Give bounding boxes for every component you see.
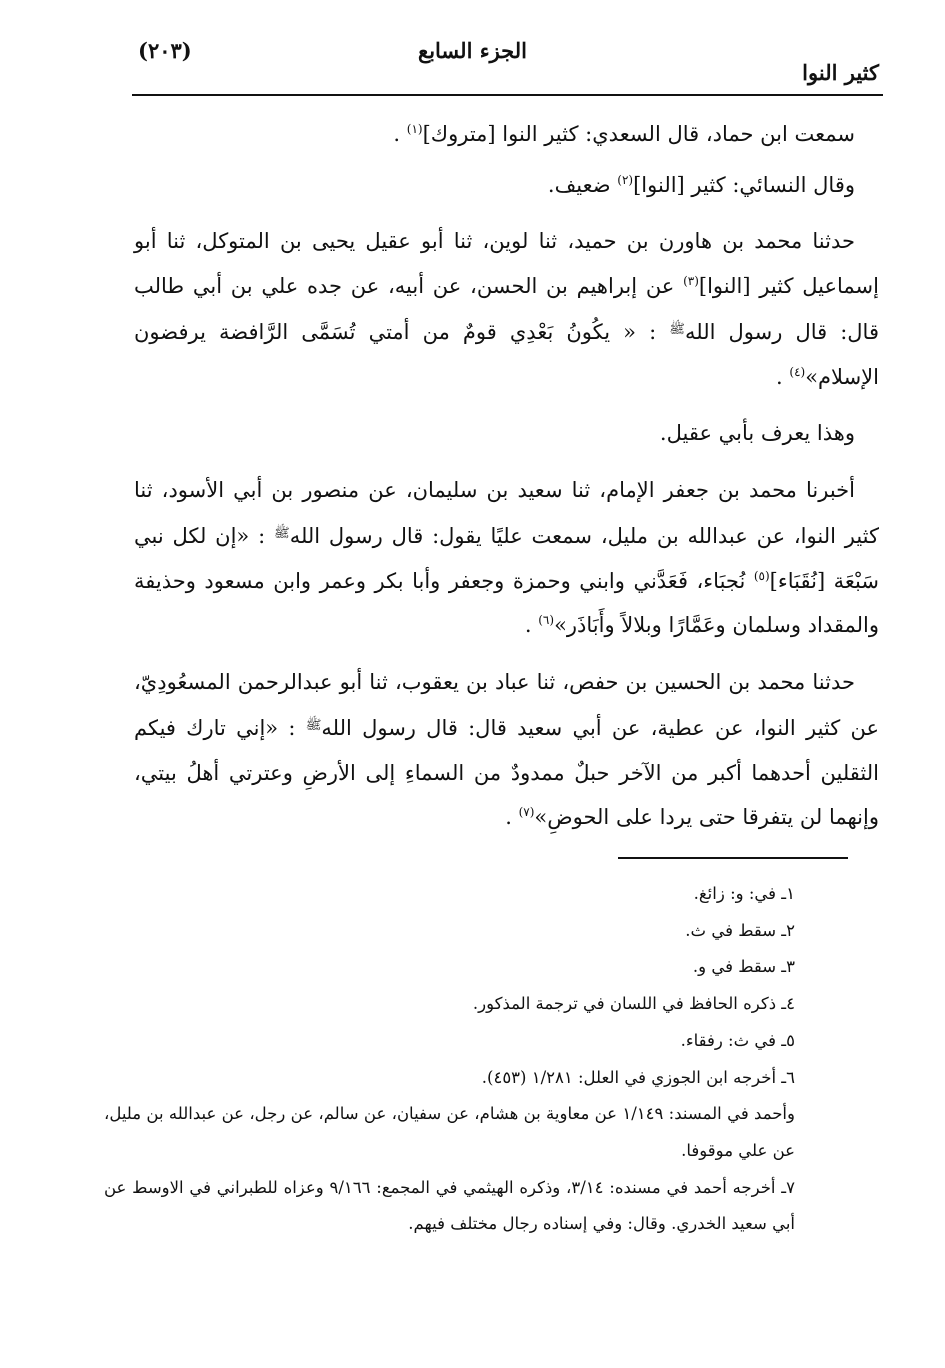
paragraph-text: : «إن لكل نبي سَبْعَة [نُقَبَاء] [134,524,879,593]
paragraph-text: أخبرنا محمد بن جعفر الإمام، ثنا سعيد بن سليمان، عن منصور بن أبي الأسود، ثنا كثير النوا، عن عبدالله بن مليل، سمعت عليًا يقول: قال رسول الله [134,477,879,548]
paragraph-text: ضعيف. [547,172,618,197]
paragraph-2 [134,163,879,208]
footnote-6: ٦ـ أخرجه ابن الجوزي في العلل: ١/٢٨١ (٤٥٣). [481,1067,795,1087]
footnote-2: ٢ـ سقط في ث. [685,920,795,940]
footnote-7: ٧ـ أخرجه أحمد في مسنده: ٣/١٤، وذكره الهيثمي في المجمع: ٩/١٦٦ وعزاه للطبراني في الاوسط عن أبي سعيد الخدري. وقال: وفي إسناده رجال مختلف فيهم. [104,1177,795,1234]
volume-title: الجزء السابع [418,38,527,63]
footnote-ref: (١) [406,122,423,136]
footnote-3: ٣ـ سقط في و. [692,957,795,977]
section-title: كثير النوا [802,60,879,85]
footnote-4: ٤ـ ذكره الحافظ في اللسان في ترجمة المذكور. [472,994,795,1014]
paragraph-1 [134,112,879,157]
salutation-glyph: ﷺ [273,526,290,541]
footnote-ref: (٥) [753,568,770,583]
main-text [134,112,879,852]
paragraph-text: : «إني تارك فيكم الثقلين أحدهما أكبر من الآخر حبلٌ ممدودٌ من السماءِ إلى الأرضِ وعترتي أهلُ بيتي، وإنهما لن يتفرقا حتى يردا على الحوضِ» [134,716,879,829]
footnote-ref: (٧) [518,805,535,819]
paragraph-text: حدثنا محمد بن هاورن بن حميد، ثنا لوين، ثنا أبو عقيل يحيى بن المتوكل، ثنا أبو إسماعيل كثير [النوا] [134,229,879,298]
page-number: (٢٠٣) [138,38,192,63]
footnotes [104,876,819,1243]
footnote-divider [618,857,848,859]
header-divider [132,94,883,96]
paragraph-5 [134,468,879,648]
paragraph-text: . [776,364,790,389]
footnote-1: ١ـ في: و: زائغ. [693,884,795,903]
footnote-ref: (٢) [617,172,634,187]
paragraph-text: عن إبراهيم بن الحسن، عن أبيه، عن جده علي بن أبي طالب قال: قال رسول الله [134,273,879,344]
paragraph-text: حدثنا محمد بن الحسين بن حفص، ثنا عباد بن يعقوب، ثنا أبو عبدالرحمن المسعُودِيّ، عن كثير النوا، عن عطية، عن أبي سعيد قال: قال رسول الله [134,669,880,740]
paragraph-text: . [524,613,539,637]
paragraph-text: نُجبَاء، فَعَدَّني وابني وحمزة وجعفر وأبا بكر وعمر وابن مسعود وحذيفة والمقداد وسلمان وعَمَّارًا وبلالاً وأَبَاذَر» [134,568,879,637]
footnote-5: ٥ـ في ث: رفقاء. [680,1030,795,1050]
paragraph-4 [134,411,879,456]
salutation-glyph: ﷺ [305,718,322,733]
paragraph-3 [134,219,879,399]
paragraph-text: . [393,122,407,146]
paragraph-text: سمعت ابن حماد، قال السعدي: كثير النوا [متروك] [422,122,855,146]
paragraph-text: . [505,805,519,829]
footnote-ref: (٤) [789,364,806,379]
paragraph-text: وهذا يعرف بأبي عقيل. [659,421,855,445]
paragraph-text: وقال النسائي: كثير [النوا] [633,172,855,197]
footnote-ref: (٣) [683,273,699,288]
salutation-glyph: ﷺ [669,322,685,337]
paragraph-6 [134,660,879,840]
paragraph-text: : « يكُونُ بَعْدِي قومٌ من أمتي تُسَمَّى الرَّافضة يرفضون الإسلام» [134,320,879,389]
footnote-6-continuation: وأحمد في المسند: ١/١٤٩ عن معاوية بن هشام، عن سفيان، عن سالم، عن رجل، عن عبدالله بن مليل، عن علي موقوفا. [104,1104,795,1160]
footnote-ref: (٦) [538,613,555,627]
